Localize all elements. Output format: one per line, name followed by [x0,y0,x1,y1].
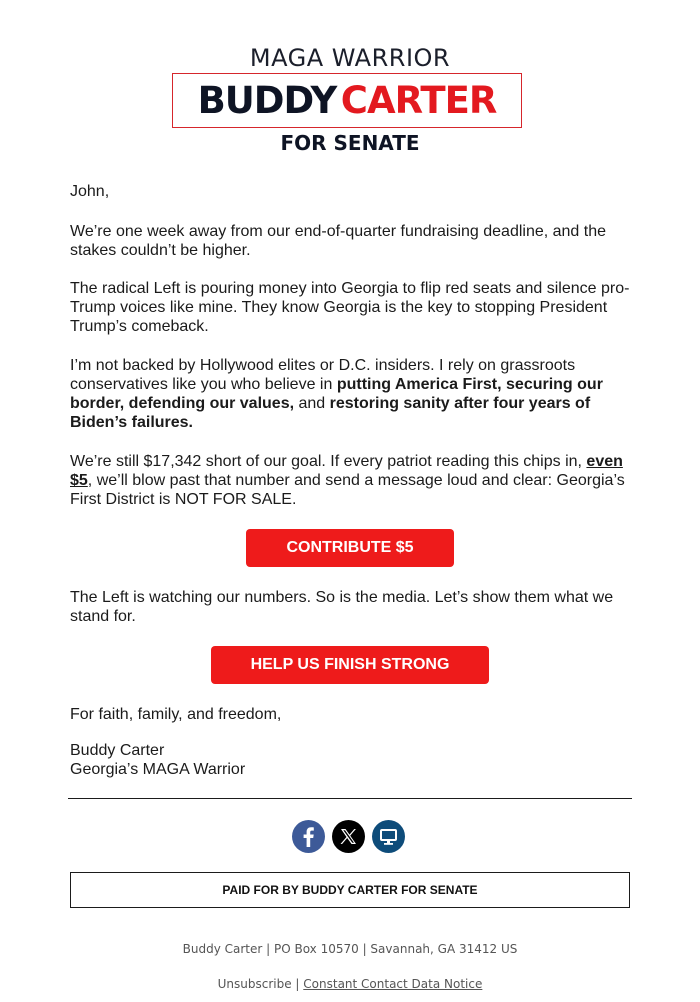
logo-tagline: MAGA WARRIOR [249,44,451,72]
logo-name-box [172,73,522,128]
paragraph-radical-left: The radical Left is pouring money into Georgia to flip red seats and silence pro-Trump voices like mine. They know Georgia is the key to stopping President Trump’s comeback. [70,280,630,335]
logo-subtitle: FOR SENATE [280,131,420,155]
signature-name: Buddy Carter [70,742,165,759]
paragraph-deadline: We’re one week away from our end-of-quarter fundraising deadline, and the stakes couldn’t be higher. [70,223,607,259]
paid-for-disclaimer: PAID FOR BY BUDDY CARTER FOR SENATE [70,872,630,908]
paragraph-goal: We’re still $17,342 short of our goal. If every patriot reading this chips in, even $5, we’ll blow past that number and send a message loud and clear: Georgia’s First District is NOT FOR SALE. [70,453,625,508]
campaign-logo [0,0,700,160]
contribute-5-button[interactable]: CONTRIBUTE $5 [246,529,454,567]
paragraph-grassroots: I’m not backed by Hollywood elites or D.C. insiders. I rely on grassroots conservatives like you who believe in putting America First, securing our border, defending our values, and restoring sanity after four years of Biden’s failures. [70,357,603,431]
signature [70,741,630,779]
x-icon[interactable] [332,820,365,853]
sign-off: For faith, family, and freedom, [70,706,282,723]
divider [68,798,632,799]
unsubscribe-link[interactable]: Unsubscribe [217,977,292,991]
greeting: John, [70,183,110,200]
logo-last-name: CARTER [340,79,497,122]
data-notice-link[interactable]: Constant Contact Data Notice [303,977,483,991]
bold-restoring-sanity: restoring sanity after four years of Biden’s failures. [70,395,591,431]
footer-links [0,977,700,991]
social-links [292,820,412,853]
bold-priorities: putting America First, securing our border, defending our values, [70,376,603,412]
paragraph-watching: The Left is watching our numbers. So is the media. Let’s show them what we stand for. [70,589,614,625]
even-5-link[interactable]: even $5 [70,453,623,489]
facebook-icon[interactable] [292,820,325,853]
footer-separator: | [291,977,304,991]
logo-first-name: BUDDY [197,79,337,122]
help-finish-strong-button[interactable]: HELP US FINISH STRONG [211,646,489,684]
website-icon[interactable] [372,820,405,853]
mailing-address: Buddy Carter | PO Box 10570 | Savannah, GA 31412 US [182,942,518,956]
signature-title: Georgia’s MAGA Warrior [70,761,246,778]
